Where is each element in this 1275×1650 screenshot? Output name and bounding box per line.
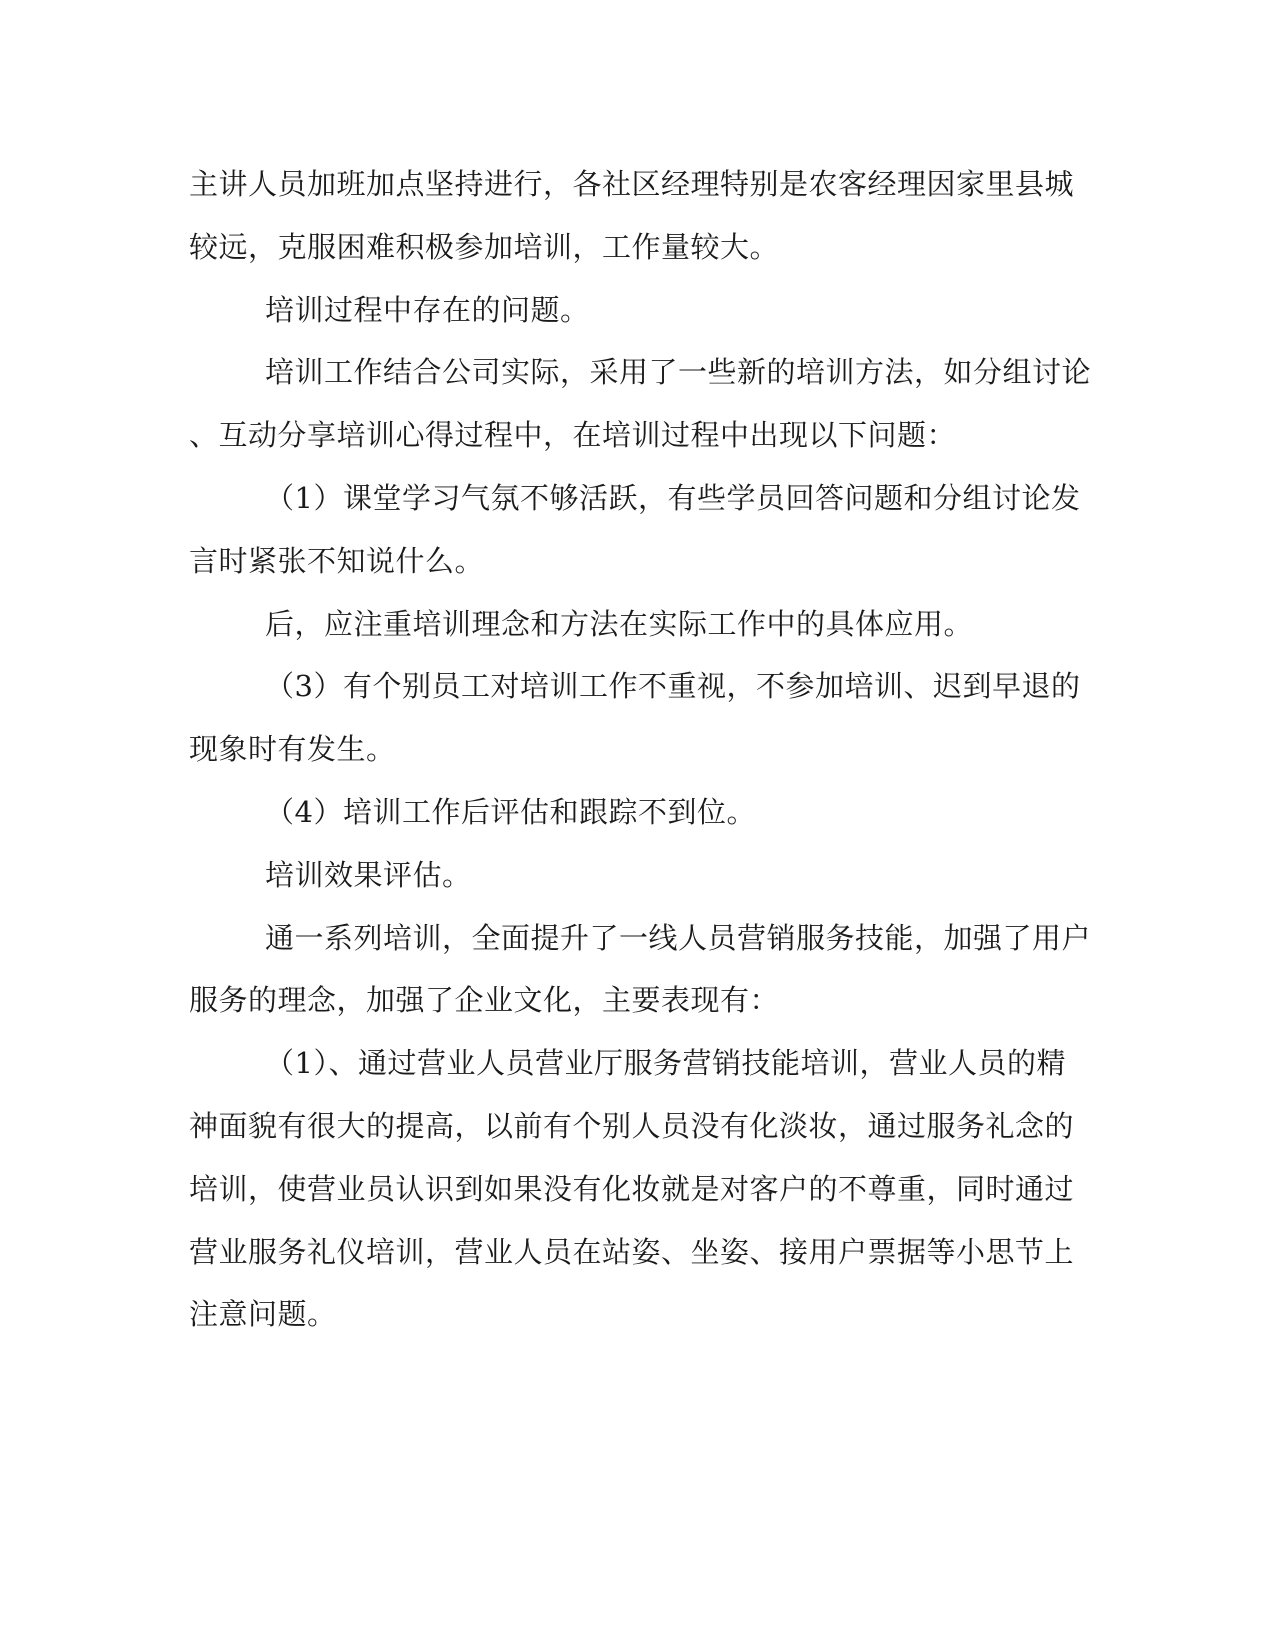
text-line: 培训过程中存在的问题。 bbox=[265, 292, 590, 327]
text-line: 较远，克服困难积极参加培训，工作量较大。 bbox=[189, 229, 780, 264]
text-line: （1）课堂学习气氛不够活跃，有些学员回答问题和分组讨论发 bbox=[265, 480, 1081, 515]
text-line: 培训，使营业员认识到如果没有化妆就是对客户的不尊重，同时通过 bbox=[189, 1171, 1075, 1206]
text-line: 后，应注重培训理念和方法在实际工作中的具体应用。 bbox=[265, 606, 974, 641]
text-line: 神面貌有很大的提高，以前有个别人员没有化淡妆，通过服务礼念的 bbox=[189, 1108, 1075, 1143]
text-line: （3）有个别员工对培训工作不重视，不参加培训、迟到早退的 bbox=[265, 669, 1081, 704]
text-line: 现象时有发生。 bbox=[189, 732, 396, 767]
text-line: 培训工作结合公司实际，采用了一些新的培训方法，如分组讨论 bbox=[265, 355, 1092, 390]
document-body bbox=[189, 153, 1092, 1346]
text-line: 注意问题。 bbox=[189, 1297, 337, 1332]
text-line: 通一系列培训，全面提升了一线人员营销服务技能，加强了用户 bbox=[265, 920, 1092, 955]
text-line: （4）培训工作后评估和跟踪不到位。 bbox=[265, 794, 756, 829]
text-line: 主讲人员加班加点坚持进行，各社区经理特别是农客经理因家里县城 bbox=[189, 167, 1075, 201]
text-line: （1）、通过营业人员营业厅服务营销技能培训，营业人员的精 bbox=[265, 1046, 1066, 1081]
text-line: 服务的理念，加强了企业文化，主要表现有： bbox=[189, 983, 780, 1018]
text-line: 言时紧张不知说什么。 bbox=[189, 543, 485, 578]
text-line: 、互动分享培训心得过程中，在培训过程中出现以下问题： bbox=[189, 418, 957, 453]
text-line: 培训效果评估。 bbox=[265, 857, 472, 892]
text-line: 营业服务礼仪培训，营业人员在站姿、坐姿、接用户票据等小思节上 bbox=[189, 1234, 1075, 1269]
